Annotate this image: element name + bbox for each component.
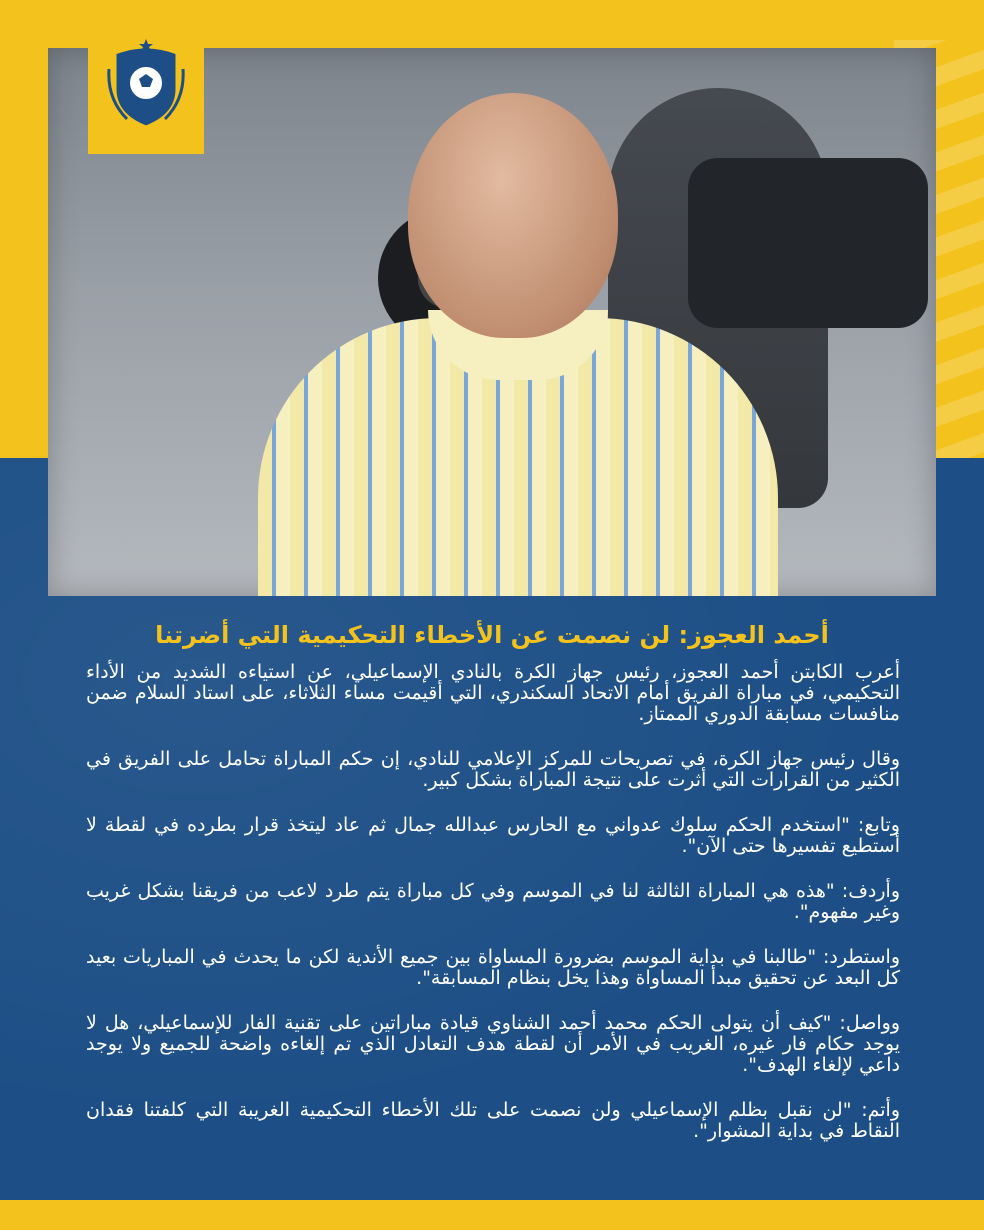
bottom-yellow-strip bbox=[0, 1200, 984, 1230]
paragraph: وتابع: "استخدم الحكم سلوك عدواني مع الحارس عبدالله جمال ثم عاد ليتخذ قرار بطرده في لقطة لا أستطيع تفسيرها حتى الآن". bbox=[86, 814, 900, 857]
paragraph: وقال رئيس جهاز الكرة، في تصريحات للمركز الإعلامي للنادي، إن حكم المباراة تحامل على الفريق في الكثير من القرارات التي أثرت على نتيجة المباراة بشكل كبير. bbox=[86, 748, 900, 791]
paragraph: وأردف: "هذه هي المباراة الثالثة لنا في الموسم وفي كل مباراة يتم طرد لاعب من فريقنا بشكل غريب وغير مفهوم". bbox=[86, 880, 900, 923]
person-head bbox=[408, 93, 618, 338]
paragraph: وأتم: "لن نقبل بظلم الإسماعيلي ولن نصمت على تلك الأخطاء التحكيمية الغريبة التي كلفتنا فقدان النقاط في بداية المشوار". bbox=[86, 1099, 900, 1142]
paragraph: أعرب الكابتن أحمد العجوز، رئيس جهاز الكرة بالنادي الإسماعيلي، عن استياءه الشديد من الأداء التحكيمي، في مباراة الفريق أمام الاتحاد السكندري، التي أقيمت مساء الثلاثاء، على استاد السلام ضمن منافسات مسابقة الدوري الممتاز. bbox=[86, 661, 900, 725]
club-logo bbox=[88, 16, 204, 154]
camera-body bbox=[688, 158, 928, 328]
article-body bbox=[86, 662, 900, 1166]
paragraph: واستطرد: "طالبنا في بداية الموسم بضرورة المساواة بين جميع الأندية لكن ما يحدث في المباريات بعيد كل البعد عن تحقيق مبدأ المساواة وهذا يخل بنظام المسابقة". bbox=[86, 946, 900, 989]
paragraph: وواصل: "كيف أن يتولى الحكم محمد أحمد الشناوي قيادة مباراتين على تقنية الفار للإسماعيلي، هل لا يوجد حكام فار غيره، الغريب في الأمر أن لقطة هدف التعادل الذي تم إلغاءه واضحة للجميع ولا يوجد داعي لإلغاء الهدف". bbox=[86, 1012, 900, 1076]
ismaily-club-crest-icon bbox=[107, 39, 185, 131]
article-headline: أحمد العجوز: لن نصمت عن الأخطاء التحكيمية التي أضرتنا bbox=[155, 621, 829, 649]
